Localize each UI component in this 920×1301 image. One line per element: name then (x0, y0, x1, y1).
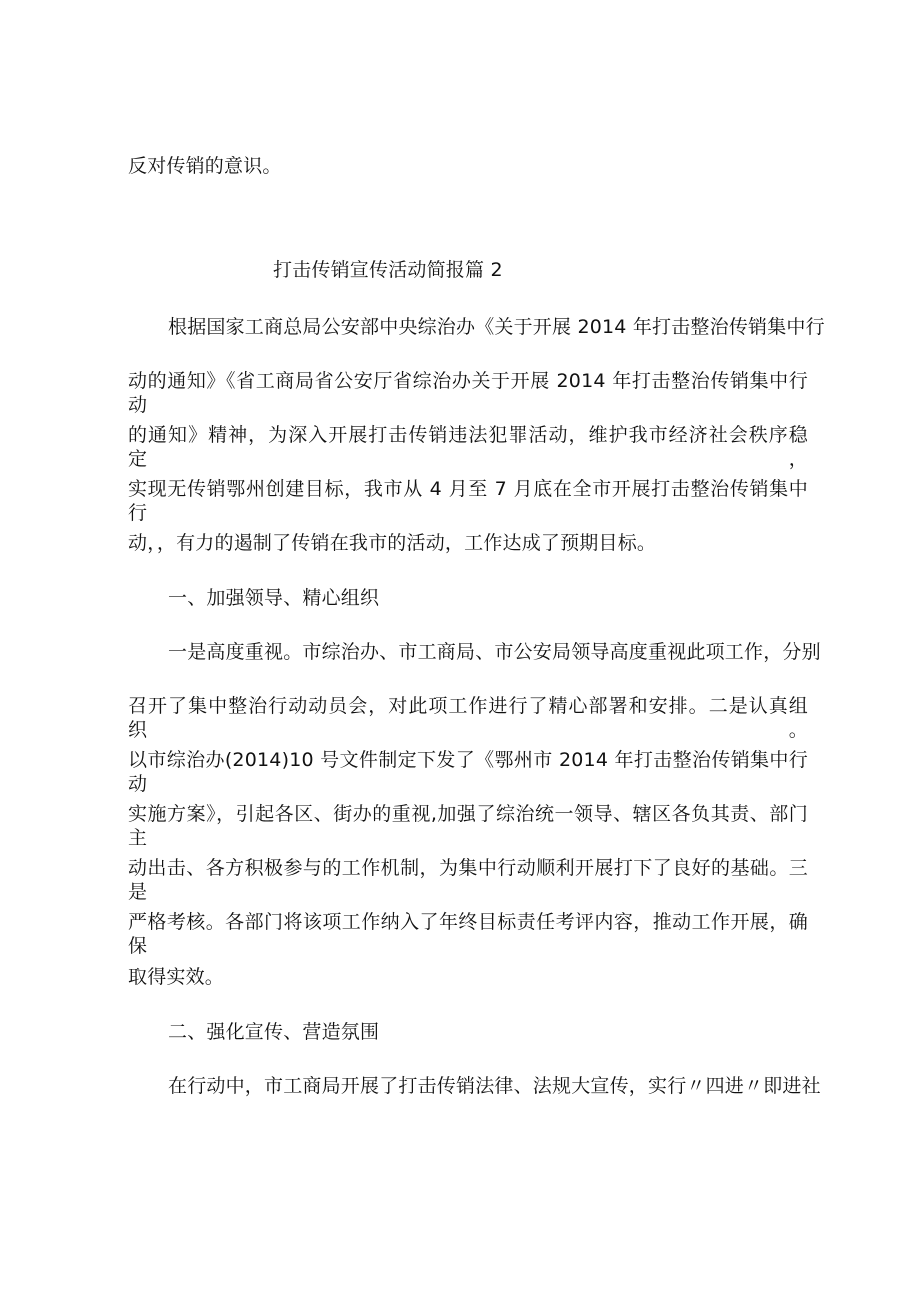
paragraph-line: 严格考核。各部门将该项工作纳入了年终目标责任考评内容，推动工作开展，确保 (128, 911, 808, 957)
paragraph-line: 一是高度重视。市综治办、市工商局、市公安局领导高度重视此项工作，分别 (168, 641, 821, 663)
paragraph-line: 动出击、各方积极参与的工作机制，为集中行动顺利开展打下了良好的基础。三是 (128, 857, 808, 903)
paragraph-line: 的通知》精神，为深入开展打击传销违法犯罪活动，维护我市经济社会秩序稳定， (128, 424, 808, 470)
paragraph-line: 在行动中，市工商局开展了打击传销法律、法规大宣传，实行〃四进〃即进社 (168, 1075, 821, 1097)
paragraph-line: 召开了集中整治行动动员会，对此项工作进行了精心部署和安排。二是认真组织。 (128, 695, 808, 741)
paragraph-line: 实施方案》，引起各区、街办的重视,加强了综治统一领导、辖区各负其责、部门主 (128, 803, 808, 849)
paragraph-line: 取得实效。 (128, 966, 225, 988)
paragraph-line: 动，，有力的遏制了传销在我市的活动，工作达成了预期目标。 (128, 532, 657, 554)
paragraph-line: 根据国家工商总局公安部中央综治办《关于开展 2014 年打击整治传销集中行 (168, 316, 825, 338)
paragraph-line: 以市综治办(2014)10 号文件制定下发了《鄂州市 2014 年打击整治传销集中行动 (128, 749, 808, 795)
paragraph-line: 反对传销的意识。 (128, 155, 282, 177)
paragraph-line: 实现无传销鄂州创建目标，我市从 4 月至 7 月底在全市开展打击整治传销集中行 (128, 478, 808, 524)
subheading: 二、强化宣传、营造氛围 (168, 1021, 380, 1043)
paragraph-line: 动的通知》《省工商局省公安厅省综治办关于开展 2014 年打击整治传销集中行动 (128, 370, 808, 416)
section-title: 打击传销宣传活动简报篇 2 (273, 259, 503, 281)
subheading: 一、加强领导、精心组织 (168, 587, 380, 609)
